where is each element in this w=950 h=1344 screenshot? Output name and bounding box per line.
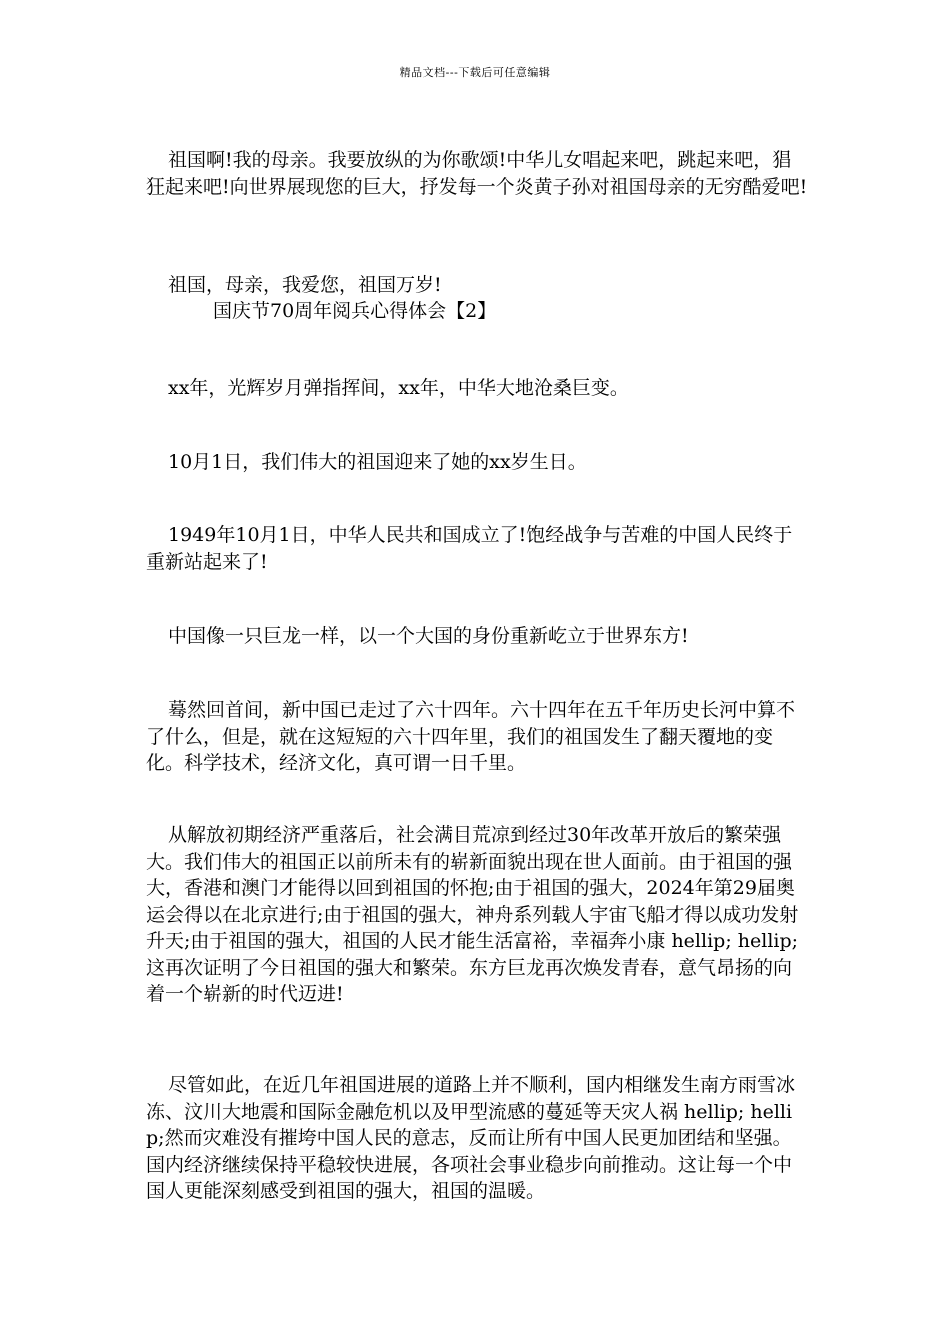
paragraph-1: 祖国啊!我的母亲。我要放纵的为你歌颂!中华儿女唱起来吧，跳起来吧，猖狂起来吧!向世界展现您的巨大，抒发每一个炎黄子孙对祖国母亲的无穷酷爱吧!: [146, 149, 808, 198]
page-header: 精品文档---下载后可任意编辑: [399, 66, 551, 79]
paragraph-8: 从解放初期经济严重落后，社会满目荒凉到经过30年改革开放后的繁荣强大。我们伟大的祖国正以前所未有的崭新面貌出现在世人面前。由于祖国的强大，香港和澳门才能得以回到祖国的怀抱;由于祖国的强大，2024年第29届奥运会得以在北京进行;由于祖国的强大，神舟系列载人宇宙飞船才得以成功发射升天;由于祖国的强大，祖国的人民才能生活富裕，幸福奔小康 hellip; hellip;这再次证明了今日祖国的强大和繁荣。东方巨龙再次焕发青春，意气昂扬的向着一个崭新的时代迈进!: [146, 824, 799, 1005]
paragraph-6: 中国像一只巨龙一样，以一个大国的身份重新屹立于世界东方!: [168, 625, 689, 647]
paragraph-7: 蓦然回首间，新中国已走过了六十四年。六十四年在五千年历史长河中算不了什么，但是，就在这短短的六十四年里，我们的祖国发生了翻天覆地的变化。科学技术，经济文化，真可谓一日千里。: [146, 699, 796, 774]
paragraph-4: 10月1日，我们伟大的祖国迎来了她的xx岁生日。: [168, 451, 587, 473]
paragraph-9: 尽管如此，在近几年祖国进展的道路上并不顺利，国内相继发生南方雨雪冰冻、汶川大地震和国际金融危机以及甲型流感的蔓延等天灾人祸 hellip; hellip;然而灾难没有摧垮中国人民的意志，反而让所有中国人民更加团结和坚强。国内经济继续保持平稳较快进展，各项社会事业稳步向前推动。这让每一个中国人更能深刻感受到祖国的强大，祖国的温暖。: [146, 1074, 796, 1202]
section-heading: 国庆节70周年阅兵心得体会【2】: [213, 300, 497, 322]
paragraph-2: 祖国，母亲，我爱您，祖国万岁!: [168, 274, 442, 296]
paragraph-5: 1949年10月1日，中华人民共和国成立了!饱经战争与苦难的中国人民终于重新站起来了!: [146, 524, 793, 573]
paragraph-3: xx年，光辉岁月弹指挥间，xx年，中华大地沧桑巨变。: [168, 377, 629, 399]
